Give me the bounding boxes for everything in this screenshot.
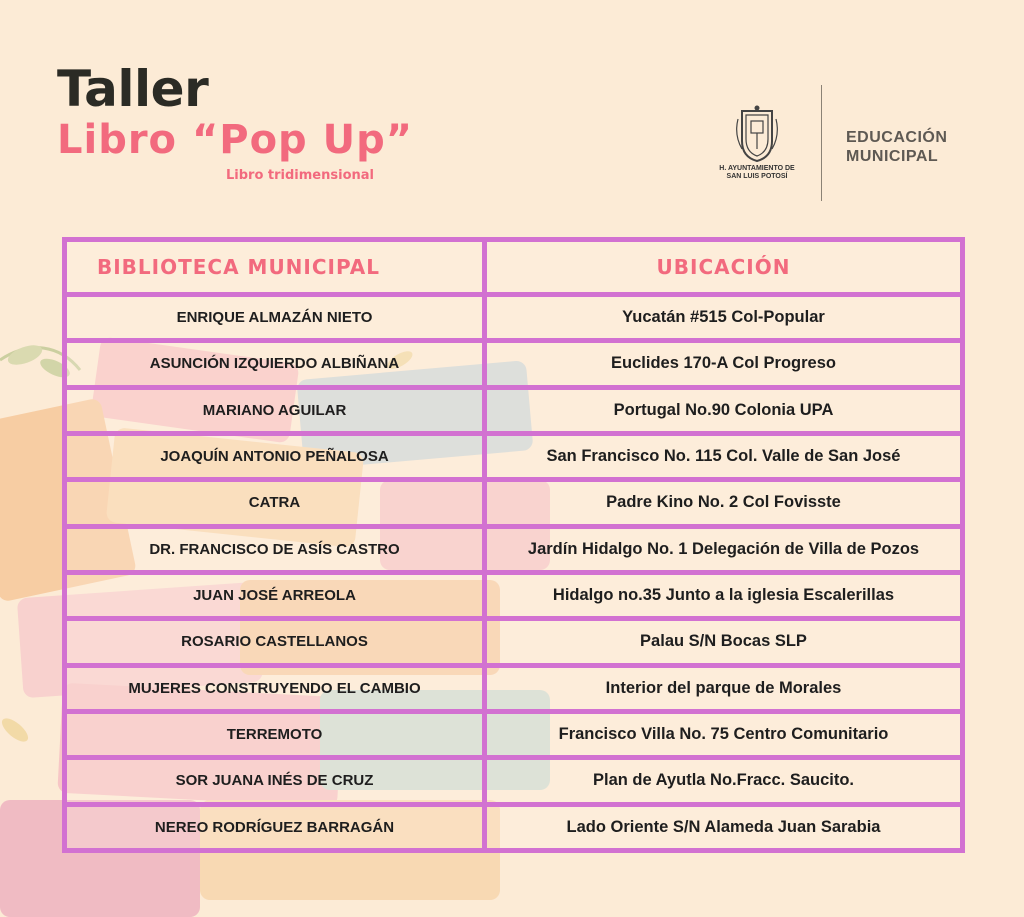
library-name: DR. FRANCISCO DE ASÍS CASTRO — [65, 526, 485, 572]
library-address: Palau S/N Bocas SLP — [485, 619, 963, 665]
library-address: San Francisco No. 115 Col. Valle de San José — [485, 433, 963, 479]
table-row — [65, 572, 963, 618]
library-name: ENRIQUE ALMAZÁN NIETO — [65, 295, 485, 341]
library-address: Yucatán #515 Col-Popular — [485, 295, 963, 341]
table-header-row — [65, 240, 963, 295]
logo-text-line2: SAN LUIS POTOSÍ — [726, 173, 788, 180]
library-name: MARIANO AGUILAR — [65, 387, 485, 433]
department-line2: MUNICIPAL — [846, 148, 939, 165]
library-address: Euclides 170-A Col Progreso — [485, 341, 963, 387]
column-header-location: UBICACIÓN — [485, 240, 963, 295]
library-name: TERREMOTO — [65, 711, 485, 757]
library-name: ASUNCIÓN IZQUIERDO ALBIÑANA — [65, 341, 485, 387]
workshop-name: Libro “Pop Up” — [57, 117, 414, 163]
library-address: Jardín Hidalgo No. 1 Delegación de Villa de Pozos — [485, 526, 963, 572]
library-name: SOR JUANA INÉS DE CRUZ — [65, 758, 485, 804]
library-address: Francisco Villa No. 75 Centro Comunitario — [485, 711, 963, 757]
library-address: Plan de Ayutla No.Fracc. Saucito. — [485, 758, 963, 804]
page-title: Taller — [57, 60, 209, 118]
table-row — [65, 526, 963, 572]
table-row — [65, 387, 963, 433]
library-name: CATRA — [65, 480, 485, 526]
table-row — [65, 758, 963, 804]
column-header-library: BIBLIOTECA MUNICIPAL — [65, 240, 485, 295]
coat-of-arms-icon — [736, 105, 778, 165]
department-name — [846, 128, 947, 166]
table-row — [65, 341, 963, 387]
table-row — [65, 665, 963, 711]
library-address: Hidalgo no.35 Junto a la iglesia Escalerillas — [485, 572, 963, 618]
library-name: ROSARIO CASTELLANOS — [65, 619, 485, 665]
workshop-tagline: Libro tridimensional — [226, 168, 374, 183]
library-name: MUJERES CONSTRUYENDO EL CAMBIO — [65, 665, 485, 711]
table-row — [65, 711, 963, 757]
logo-text-line1: H. AYUNTAMIENTO DE — [719, 165, 795, 172]
table-row — [65, 480, 963, 526]
table-row — [65, 619, 963, 665]
department-line1: EDUCACIÓN — [846, 129, 948, 146]
library-address: Padre Kino No. 2 Col Fovisste — [485, 480, 963, 526]
library-address: Lado Oriente S/N Alameda Juan Sarabia — [485, 804, 963, 850]
library-address: Interior del parque de Morales — [485, 665, 963, 711]
municipality-logo — [703, 105, 811, 181]
libraries-table — [62, 237, 965, 853]
library-name: JUAN JOSÉ ARREOLA — [65, 572, 485, 618]
header-divider — [821, 85, 822, 201]
table-row — [65, 295, 963, 341]
library-address: Portugal No.90 Colonia UPA — [485, 387, 963, 433]
library-name: NEREO RODRÍGUEZ BARRAGÁN — [65, 804, 485, 850]
table-row — [65, 433, 963, 479]
table-row — [65, 804, 963, 850]
library-name: JOAQUÍN ANTONIO PEÑALOSA — [65, 433, 485, 479]
